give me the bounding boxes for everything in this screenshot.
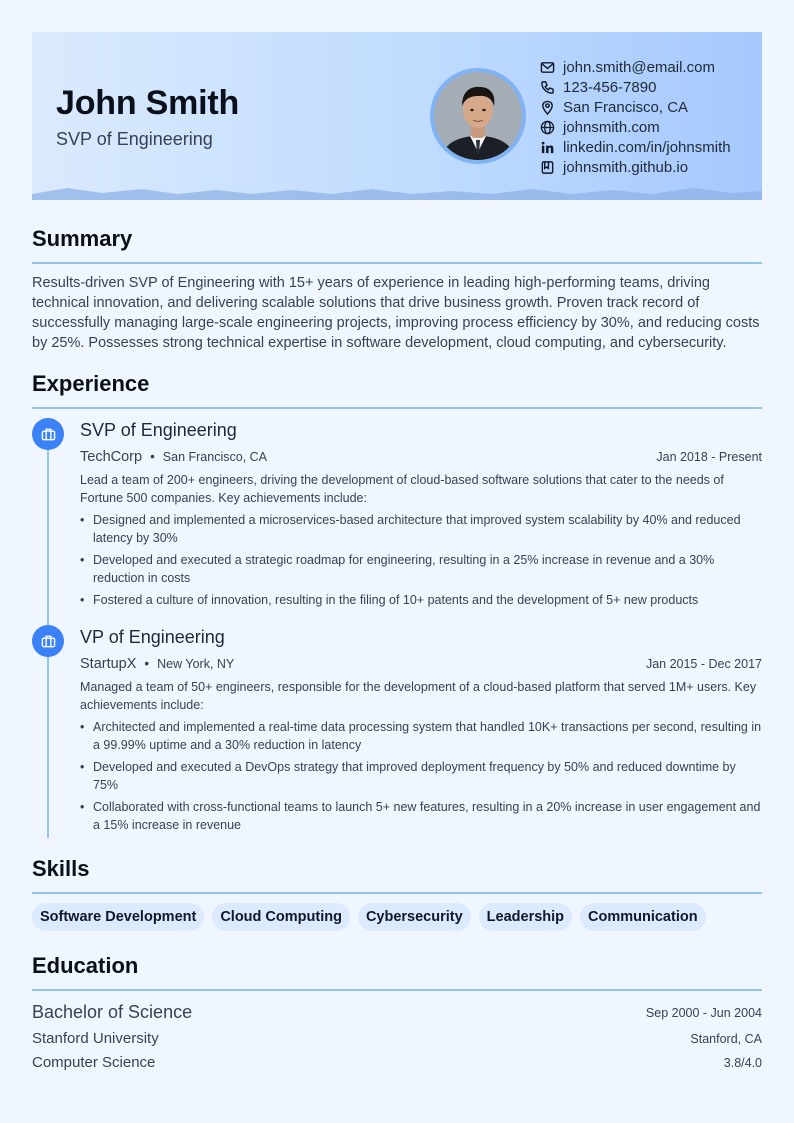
summary-heading: Summary [32, 226, 133, 251]
contact-github-text: johnsmith.github.io [563, 158, 689, 176]
mail-icon [540, 60, 555, 75]
github-icon [540, 160, 555, 175]
education-heading: Education [32, 953, 139, 978]
list-item: • Designed and implemented a microservices-based architecture that improved system scalability by 40% and reduced latency by 30% [80, 511, 762, 547]
job-title: SVP of Engineering [80, 420, 237, 440]
contact-location [540, 97, 731, 117]
job-dates: Jan 2015 - Dec 2017 [645, 657, 762, 671]
list-item: • Collaborated with cross-functional teams to launch 5+ new features, resulting in a 20% increase in user engagement and a 15% increase in revenue [80, 798, 762, 834]
education-school: Stanford University [32, 1030, 159, 1047]
job-icon-container [32, 625, 64, 657]
list-item: • Developed and executed a DevOps strategy that improved deployment frequency by 50% and reduced downtime by 75% [80, 758, 762, 794]
job-location: New York, NY [157, 657, 235, 671]
contact-website-text: johnsmith.com [563, 118, 660, 136]
job-achievements [80, 718, 762, 838]
phone-icon [540, 80, 555, 95]
job-meta [80, 449, 762, 465]
briefcase-icon [41, 427, 56, 442]
education-divider [32, 989, 762, 991]
separator-dot: • [150, 449, 155, 464]
job-icon-container [32, 418, 64, 450]
job-location: San Francisco, CA [162, 450, 268, 464]
education-field: Computer Science [32, 1054, 156, 1071]
job-description: Lead a team of 200+ engineers, driving the development of cloud-based software solutions that cater to the needs of Fortune 500 companies. Key achievements include: [80, 473, 724, 505]
profile-photo [430, 68, 526, 164]
experience-heading: Experience [32, 371, 150, 396]
education-location: Stanford, CA [690, 1032, 762, 1046]
candidate-title: SVP of Engineering [56, 129, 213, 149]
list-item: • Fostered a culture of innovation, resulting in the filing of 10+ patents and the development of 5+ new products [80, 591, 762, 609]
skill-chip: Cloud Computing [212, 903, 350, 931]
briefcase-icon [41, 634, 56, 649]
contact-email-text: john.smith@email.com [563, 58, 715, 76]
skill-chip: Software Development [32, 903, 204, 931]
contact-email[interactable] [540, 57, 731, 77]
experience-divider [32, 407, 762, 409]
mountain-decoration [32, 184, 762, 200]
contact-phone-text: 123-456-7890 [563, 78, 657, 96]
separator-dot: • [144, 656, 150, 671]
job-company: StartupX [80, 656, 137, 672]
resume-header [32, 32, 762, 200]
skills-heading: Skills [32, 856, 90, 881]
contact-website[interactable] [540, 117, 731, 137]
job-description: Managed a team of 50+ engineers, responsible for the development of a cloud-based platform that served 1M+ users. Key achievements include: [80, 680, 757, 712]
skill-chip: Leadership [479, 903, 572, 931]
candidate-name: John Smith [56, 84, 240, 122]
list-item: • Developed and executed a strategic roadmap for engineering, resulting in a 25% increase in revenue and a 30% reduction in costs [80, 551, 762, 587]
contact-location-text: San Francisco, CA [563, 98, 689, 116]
education-gpa: 3.8/4.0 [723, 1056, 762, 1070]
skills-divider [32, 892, 762, 894]
contact-linkedin-text: linkedin.com/in/johnsmith [563, 138, 731, 156]
education-degree: Bachelor of Science [32, 1002, 193, 1022]
linkedin-icon [540, 140, 555, 155]
list-item: • Architected and implemented a real-time data processing system that handled 10K+ transactions per second, resulting in a 99.99% uptime and a 30% reduction in latency [80, 718, 762, 754]
skills-list [32, 903, 706, 931]
education-dates: Sep 2000 - Jun 2004 [645, 1006, 762, 1020]
job-achievements [80, 511, 762, 613]
location-icon [540, 100, 555, 115]
skill-chip: Cybersecurity [358, 903, 471, 931]
contact-phone[interactable] [540, 77, 731, 97]
globe-icon [540, 120, 555, 135]
job-title: VP of Engineering [80, 627, 225, 647]
skill-chip: Communication [580, 903, 706, 931]
contact-linkedin[interactable] [540, 137, 731, 157]
contact-github[interactable] [540, 157, 731, 177]
job-dates: Jan 2018 - Present [656, 450, 762, 464]
summary-text: Results-driven SVP of Engineering with 15+ years of experience in leading high-performing teams, driving technical innovation, and delivering scalable solutions that drive business growth. Proven track record of successfully managing large-scale engineering projects, improving process efficiency by 30%, and reducing costs by 25%. Possesses strong technical expertise in software development, cloud computing, and cybersecurity. [32, 275, 760, 351]
avatar [434, 72, 522, 160]
job-company: TechCorp [80, 449, 143, 465]
contact-list [540, 57, 731, 177]
job-meta [80, 656, 762, 672]
summary-divider [32, 262, 762, 264]
